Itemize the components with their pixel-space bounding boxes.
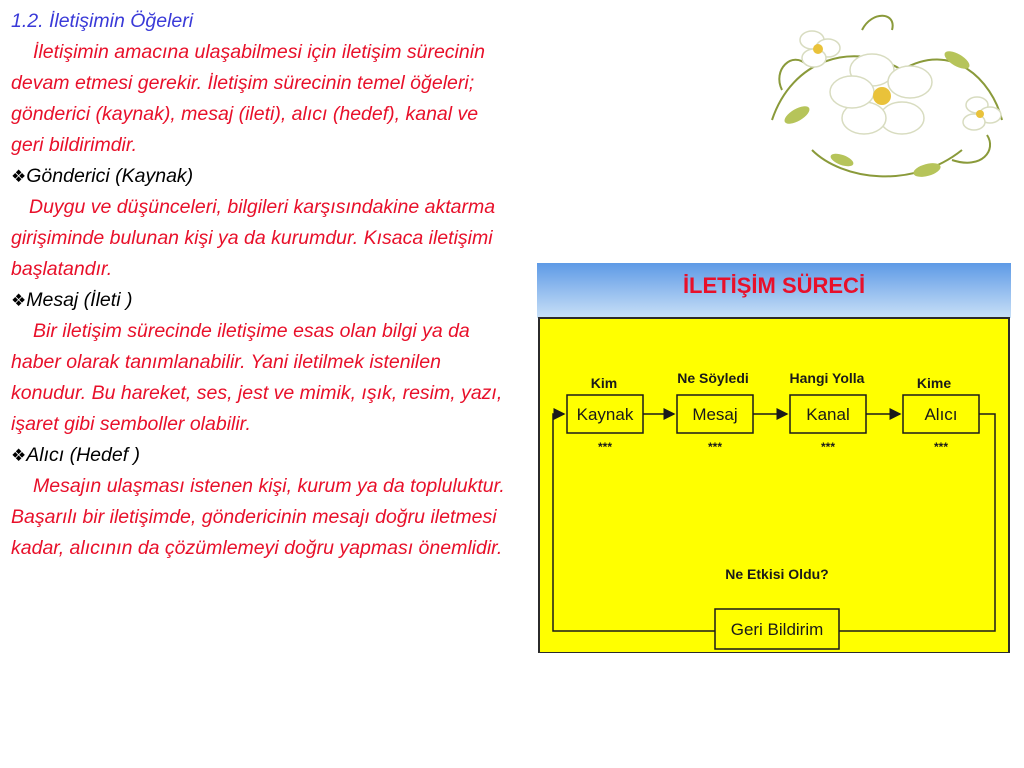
- section-title: 1.2. İletişimin Öğeleri: [11, 10, 194, 32]
- intro-paragraph: İletişimin amacına ulaşabilmesi için iletişim sürecinin devam etmesi gerekir. İletişim sürecinin temel öğeleri; gönderici (kaynak), mesaj (ileti), alıcı (hedef), kanal ve geri bildirimdir.: [11, 41, 485, 156]
- node-question: Kim: [590, 375, 618, 391]
- node-marker: ***: [820, 440, 836, 454]
- communication-process-diagram: [537, 263, 1011, 653]
- node-label: Kaynak: [576, 405, 634, 424]
- text-column: [11, 6, 516, 564]
- body-alici: Mesajın ulaşması istenen kişi, kurum ya da topluluktur. Başarılı bir iletişimde, göndericinin mesajı doğru iletmesi kadar, alıcının da çözümlemeyi doğru yapması önemlidir.: [11, 475, 505, 559]
- bullet-icon: ❖: [11, 167, 27, 186]
- node-label: Alıcı: [924, 405, 958, 424]
- node-marker: ***: [707, 440, 723, 454]
- bullet-icon: ❖: [11, 446, 27, 465]
- heading-alici: ❖Alıcı (Hedef ): [11, 444, 141, 466]
- node-question: Ne Söyledi: [677, 370, 749, 386]
- node-label: Kanal: [806, 405, 850, 424]
- feedback-label: Geri Bildirim: [730, 620, 824, 639]
- feedback-question: Ne Etkisi Oldu?: [725, 566, 829, 582]
- diagram-title: İLETİŞİM SÜRECİ: [682, 273, 866, 298]
- bullet-icon: ❖: [11, 291, 27, 310]
- node-question: Hangi Yolla: [789, 370, 865, 386]
- body-gonderici: Duygu ve düşünceleri, bilgileri karşısındakine aktarma girişiminde bulunan kişi ya da kurumdur. Kısaca iletişimi başlatandır.: [11, 196, 496, 280]
- heading-mesaj: ❖Mesaj (İleti ): [11, 289, 133, 311]
- diagram-body: [539, 318, 1009, 653]
- flower-decoration-icon: [752, 0, 1014, 200]
- node-label: Mesaj: [692, 405, 738, 424]
- node-marker: ***: [597, 440, 613, 454]
- heading-gonderici: ❖Gönderici (Kaynak): [11, 165, 194, 187]
- node-question: Kime: [916, 375, 952, 391]
- body-mesaj: Bir iletişim sürecinde iletişime esas olan bilgi ya da haber olarak tanımlanabilir. Yani iletilmek istenilen konudur. Bu hareket, ses, jest ve mimik, ışık, resim, yazı, işaret gibi semboller olabilir.: [11, 320, 503, 435]
- node-marker: ***: [933, 440, 949, 454]
